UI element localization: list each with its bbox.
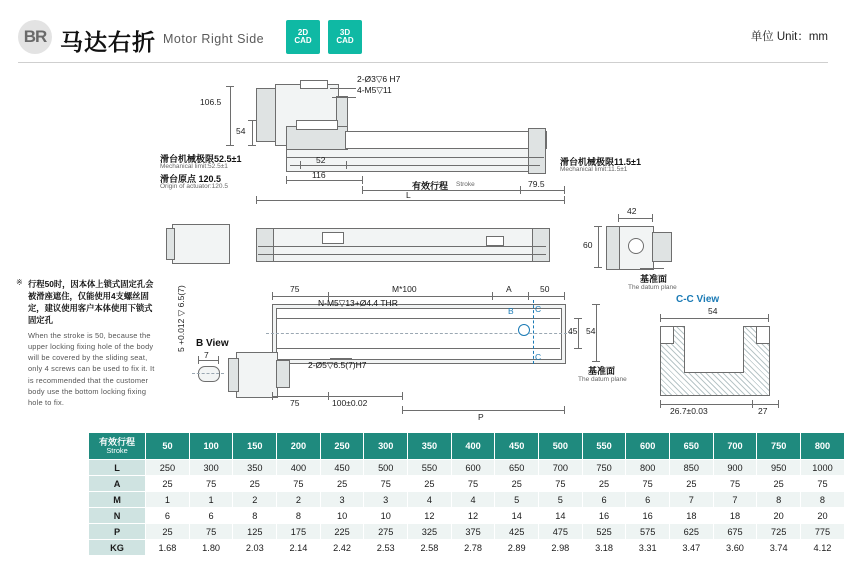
table-cell: 2	[233, 492, 277, 508]
table-cell: 500	[364, 460, 408, 476]
mid-elev-centerline	[258, 246, 546, 247]
dim-26-7-line	[660, 404, 752, 405]
dim-50: 50	[540, 284, 550, 294]
holes2-leader	[330, 358, 352, 359]
limit-right-en: Mechanical limit:11.5±1	[560, 166, 628, 173]
table-col-header: 500	[539, 433, 583, 460]
table-cell: 75	[364, 476, 408, 492]
table-cell: 10	[364, 508, 408, 524]
table-cell: 475	[539, 524, 583, 540]
row-label: M	[89, 492, 146, 508]
table-cell: 850	[670, 460, 714, 476]
table-cell: 5	[539, 492, 583, 508]
section-mark-C-bottom: C	[535, 352, 542, 362]
table-cell: 20	[800, 508, 844, 524]
table-cell: 4	[451, 492, 495, 508]
table-cell: 25	[495, 476, 539, 492]
table-cell: 550	[408, 460, 452, 476]
dim-26-7-tick-left	[660, 400, 661, 408]
table-corner-header	[89, 433, 146, 460]
table-cell: 8	[277, 508, 321, 524]
table-col-header: 100	[189, 433, 233, 460]
origin-en: Origin of actuator:120.5	[160, 183, 228, 190]
mid-elev-left-cap	[256, 228, 274, 262]
dim-42-line	[618, 218, 652, 219]
dim-P: P	[478, 412, 484, 422]
table-cell: 2	[277, 492, 321, 508]
left-elev-cap	[166, 228, 175, 260]
header-divider	[18, 62, 828, 63]
table-cell: 4.12	[800, 540, 844, 556]
datum-label-en-1: The datum plane	[628, 284, 677, 291]
table-cell: 2.98	[539, 540, 583, 556]
dim-L: L	[406, 190, 411, 200]
table-cell: 7	[670, 492, 714, 508]
motor-top-plate	[300, 80, 328, 89]
dim-79-5: 79.5	[528, 179, 545, 189]
table-cell: 6	[582, 492, 626, 508]
table-cell: 2.89	[495, 540, 539, 556]
dim-50-tick-right	[564, 292, 565, 300]
table-col-header: 700	[713, 433, 757, 460]
dim-54-cc: 54	[708, 306, 718, 316]
cc-section-cavity	[684, 326, 744, 373]
table-cell: 75	[626, 476, 670, 492]
table-cell: 75	[189, 476, 233, 492]
table-cell: 350	[233, 460, 277, 476]
callout-screws: 4-M5▽11	[357, 85, 392, 95]
callout-screws-leader	[332, 97, 356, 98]
plan-motor-cap	[228, 358, 239, 392]
side-mount-plate	[606, 226, 620, 270]
table-cell: 3.60	[713, 540, 757, 556]
dim-P-tick-left	[402, 406, 403, 414]
table-col-header: 650	[670, 433, 714, 460]
row-label: L	[89, 460, 146, 476]
dim-60-tick-bottom	[594, 267, 602, 268]
b-view-centerline	[192, 373, 224, 374]
table-cell: 8	[757, 492, 801, 508]
dim-54-cc-line	[660, 318, 768, 319]
callout-holes2: 2-Ø5▽6.5(7)H7	[308, 360, 367, 370]
table-cell: 12	[451, 508, 495, 524]
dim-P-line	[402, 410, 564, 411]
dim-26-7: 26.7±0.03	[670, 406, 708, 416]
dim-stroke-tick-left	[362, 186, 363, 194]
plan-hole-B	[518, 324, 530, 336]
cad-3d-label-top: 3D	[339, 27, 351, 37]
dim-75b-tick-left	[272, 392, 273, 400]
dim-5-tol: 5 +0.012 ▽ 6.5(7)	[176, 285, 186, 352]
cc-notch-right	[756, 326, 770, 344]
dim-60-tick-top	[594, 226, 602, 227]
table-cell: 675	[713, 524, 757, 540]
table-col-header: 250	[320, 433, 364, 460]
dim-L-tick-left	[256, 196, 257, 204]
dim-42: 42	[627, 206, 637, 216]
dim-106-5-line	[230, 86, 231, 146]
table-cell: 3.74	[757, 540, 801, 556]
table-cell: 8	[233, 508, 277, 524]
dim-42-tick-right	[652, 214, 653, 222]
dim-M100: M*100	[392, 284, 417, 294]
row-label: N	[89, 508, 146, 524]
table-cell: 275	[364, 524, 408, 540]
cc-notch-left	[660, 326, 674, 344]
datum-label-cn-1: 基准面	[640, 274, 668, 284]
note-mark: ※	[16, 278, 23, 287]
table-cell: 4	[408, 492, 452, 508]
table-cell: 650	[495, 460, 539, 476]
dim-L-line	[256, 200, 564, 201]
table-cell: 3	[320, 492, 364, 508]
table-cell: 425	[495, 524, 539, 540]
table-row	[89, 492, 845, 508]
dim-27-tick-right	[778, 400, 779, 408]
dim-50-line	[528, 296, 564, 297]
dim-54-plan-line	[596, 304, 597, 362]
dim-106-5-tick-top	[226, 86, 234, 87]
dim-75-tick-left	[272, 292, 273, 300]
table-row	[89, 524, 845, 540]
table-corner-en: Stroke	[106, 445, 128, 455]
plan-motor-coupler	[276, 360, 290, 388]
dim-45: 45	[568, 326, 578, 336]
dim-116: 116	[312, 170, 326, 180]
origin-cn: 滑台原点 120.5	[160, 174, 222, 184]
section-mark-C-top: C	[535, 304, 542, 314]
table-row	[89, 476, 845, 492]
specification-table	[88, 432, 845, 556]
table-cell: 2.58	[408, 540, 452, 556]
table-col-header: 550	[582, 433, 626, 460]
dim-79-5-line	[520, 190, 564, 191]
dim-27: 27	[758, 406, 768, 416]
table-cell: 6	[189, 508, 233, 524]
cad-2d-label-bottom: CAD	[294, 36, 312, 45]
table-cell: 2.42	[320, 540, 364, 556]
table-row	[89, 508, 845, 524]
table-cell: 575	[626, 524, 670, 540]
dim-106-5: 106.5	[200, 97, 222, 107]
table-cell: 25	[233, 476, 277, 492]
limit-right-cn: 滑台机械极限11.5±1	[560, 157, 641, 167]
table-col-header: 50	[146, 433, 190, 460]
plan-line-lower	[276, 348, 560, 349]
table-cell: 25	[146, 476, 190, 492]
dim-45-tick-top	[574, 318, 582, 319]
table-cell: 75	[539, 476, 583, 492]
stroke-label-en: Stroke	[456, 181, 475, 188]
table-cell: 2.14	[277, 540, 321, 556]
table-cell: 7	[713, 492, 757, 508]
section-line-C	[533, 300, 534, 364]
rail-right-end	[528, 128, 546, 174]
table-cell: 16	[626, 508, 670, 524]
b-view-title: B View	[196, 338, 229, 349]
table-cell: 25	[408, 476, 452, 492]
table-cell: 75	[800, 476, 844, 492]
dim-54-cc-tick-right	[768, 314, 769, 322]
cc-view-title: C-C View	[676, 294, 720, 305]
table-cell: 75	[189, 524, 233, 540]
table-cell: 400	[277, 460, 321, 476]
table-cell: 2.03	[233, 540, 277, 556]
unit-label: 单位 Unit：mm	[750, 31, 828, 43]
table-cell: 950	[757, 460, 801, 476]
table-cell: 18	[713, 508, 757, 524]
dim-A-line	[492, 296, 528, 297]
dim-45-line	[578, 318, 579, 348]
table-cell: 75	[451, 476, 495, 492]
table-cell: 375	[451, 524, 495, 540]
table-cell: 900	[713, 460, 757, 476]
rail-cover	[345, 131, 547, 149]
table-cell: 700	[539, 460, 583, 476]
table-cell: 3	[364, 492, 408, 508]
table-cell: 6	[146, 508, 190, 524]
note-text-en: When the stroke is 50, because the upper locking fixing hole of the body will be covered by the sliding seat, only 4 screws can be used to fix it. It is recommended that the customer body use the bottom locking fixing hole to fix.	[28, 331, 155, 407]
page-header	[18, 18, 828, 62]
table-cell: 25	[146, 524, 190, 540]
dim-52: 52	[316, 155, 326, 165]
table-cell: 800	[626, 460, 670, 476]
table-cell: 8	[800, 492, 844, 508]
dim-45-tick-bottom	[574, 348, 582, 349]
callout-thr: N-M5▽13+Ø4.4 THR	[318, 298, 398, 308]
dim-116-tick-right	[362, 176, 363, 184]
table-row	[89, 540, 845, 556]
mid-elev-right-cap	[532, 228, 550, 262]
datum-label-cn-2: 基准面	[588, 366, 616, 376]
table-cell: 2.53	[364, 540, 408, 556]
cad-3d-button[interactable]	[328, 20, 362, 54]
limit-left-en: Mechanical limit:52.5±1	[160, 163, 228, 170]
dim-60-line	[598, 226, 599, 268]
dim-52-tick-left	[300, 161, 301, 169]
table-cell: 75	[713, 476, 757, 492]
table-cell: 25	[757, 476, 801, 492]
dim-A: A	[506, 284, 512, 294]
side-motor-bore	[628, 238, 644, 254]
table-cell: 1.68	[146, 540, 190, 556]
table-cell: 250	[146, 460, 190, 476]
dim-54-tick-top	[248, 120, 256, 121]
dim-7-tick-right	[218, 356, 219, 364]
row-label: P	[89, 524, 146, 540]
table-cell: 14	[539, 508, 583, 524]
dim-79-5-tick-right	[564, 186, 565, 194]
stroke-label-cn: 有效行程	[412, 181, 449, 191]
table-cell: 525	[582, 524, 626, 540]
table-corner-cn: 有效行程	[99, 436, 136, 447]
dim-P-tick-right	[564, 406, 565, 414]
dim-27-line	[752, 404, 778, 405]
table-cell: 300	[189, 460, 233, 476]
table-row	[89, 460, 845, 476]
dim-54-line	[252, 120, 253, 146]
carriage-top-plate	[296, 120, 338, 130]
table-cell: 750	[582, 460, 626, 476]
dim-7-line	[198, 360, 218, 361]
dim-60: 60	[583, 240, 593, 250]
table-cell: 1000	[800, 460, 844, 476]
note-block	[28, 278, 158, 408]
dim-54: 54	[236, 126, 246, 136]
dim-100-tol: 100±0.02	[332, 398, 368, 408]
table-cell: 225	[320, 524, 364, 540]
dim-54-cc-tick-left	[660, 314, 661, 322]
note-text-cn: 行程50时，因本体上锁式固定孔会被滑座遮住，仅能使用4支螺丝固定，建议使用客户本体使用下锁式固定孔	[28, 279, 154, 326]
dim-7: 7	[204, 350, 209, 360]
table-col-header: 300	[364, 433, 408, 460]
cad-2d-button[interactable]	[286, 20, 320, 54]
dim-M100-line	[328, 296, 492, 297]
table-cell: 625	[670, 524, 714, 540]
dim-100tol-line	[328, 396, 402, 397]
dim-54-tick-bottom	[248, 145, 256, 146]
cad-2d-label-top: 2D	[297, 27, 309, 37]
table-cell: 1	[146, 492, 190, 508]
table-header-row	[89, 433, 845, 460]
table-cell: 16	[582, 508, 626, 524]
table-cell: 3.18	[582, 540, 626, 556]
dim-54-plan-tick-bottom	[592, 361, 600, 362]
dim-52-line	[300, 165, 346, 166]
dim-116-line	[286, 180, 362, 181]
b-view-slot	[198, 366, 220, 382]
table-cell: 450	[320, 460, 364, 476]
table-cell: 2.78	[451, 540, 495, 556]
dim-116-tick-left	[286, 176, 287, 184]
page-title-cn: 马达右折	[60, 29, 156, 55]
dim-42-tick-left	[618, 214, 619, 222]
table-col-header: 600	[626, 433, 670, 460]
mid-elev-body	[256, 228, 550, 262]
left-elev-body	[172, 224, 230, 264]
table-cell: 14	[495, 508, 539, 524]
plan-line-upper	[276, 318, 560, 319]
table-cell: 775	[800, 524, 844, 540]
table-cell: 175	[277, 524, 321, 540]
section-mark-B: B	[508, 306, 514, 316]
cad-3d-label-bottom: CAD	[336, 36, 354, 45]
dim-100tol-tick-right	[402, 392, 403, 400]
row-label: A	[89, 476, 146, 492]
table-cell: 600	[451, 460, 495, 476]
table-cell: 12	[408, 508, 452, 524]
table-cell: 1	[189, 492, 233, 508]
table-cell: 25	[320, 476, 364, 492]
datum-label-en-2: The datum plane	[578, 376, 627, 383]
table-cell: 75	[277, 476, 321, 492]
dim-54-plan: 54	[586, 326, 596, 336]
table-cell: 3.31	[626, 540, 670, 556]
mid-elev-lower-line	[258, 254, 546, 255]
table-cell: 125	[233, 524, 277, 540]
dim-106-5-tick-bottom	[226, 145, 234, 146]
side-motor-shaft	[652, 232, 672, 262]
limit-left-cn: 滑台机械极限52.5±1	[160, 154, 242, 164]
table-cell: 10	[320, 508, 364, 524]
table-cell: 25	[582, 476, 626, 492]
table-cell: 3.47	[670, 540, 714, 556]
table-col-header: 400	[451, 433, 495, 460]
model-badge: BR	[18, 20, 52, 54]
dim-75-line	[272, 296, 328, 297]
table-col-header: 350	[408, 433, 452, 460]
table-cell: 5	[495, 492, 539, 508]
dim-L-tick-right	[564, 196, 565, 204]
datum-leader-1	[640, 268, 664, 269]
mid-elev-detail-b	[486, 236, 504, 246]
dim-52-tick-right	[346, 161, 347, 169]
mid-elev-detail-a	[322, 232, 344, 244]
table-cell: 25	[670, 476, 714, 492]
table-col-header: 800	[800, 433, 844, 460]
table-cell: 1.80	[189, 540, 233, 556]
dim-75-left: 75	[290, 284, 300, 294]
table-col-header: 450	[495, 433, 539, 460]
dim-75b-line	[272, 396, 328, 397]
table-cell: 325	[408, 524, 452, 540]
table-cell: 725	[757, 524, 801, 540]
table-col-header: 150	[233, 433, 277, 460]
dim-75-bottom: 75	[290, 398, 300, 408]
dim-54-plan-tick-top	[592, 304, 600, 305]
row-label: KG	[89, 540, 146, 556]
table-col-header: 200	[277, 433, 321, 460]
table-cell: 18	[670, 508, 714, 524]
dim-7-tick-left	[198, 356, 199, 364]
callout-holes-leader	[330, 88, 356, 89]
table-cell: 20	[757, 508, 801, 524]
table-col-header: 750	[757, 433, 801, 460]
callout-holes: 2-Ø3▽6 H7	[357, 74, 401, 84]
table-cell: 6	[626, 492, 670, 508]
page-title-en: Motor Right Side	[163, 32, 265, 46]
